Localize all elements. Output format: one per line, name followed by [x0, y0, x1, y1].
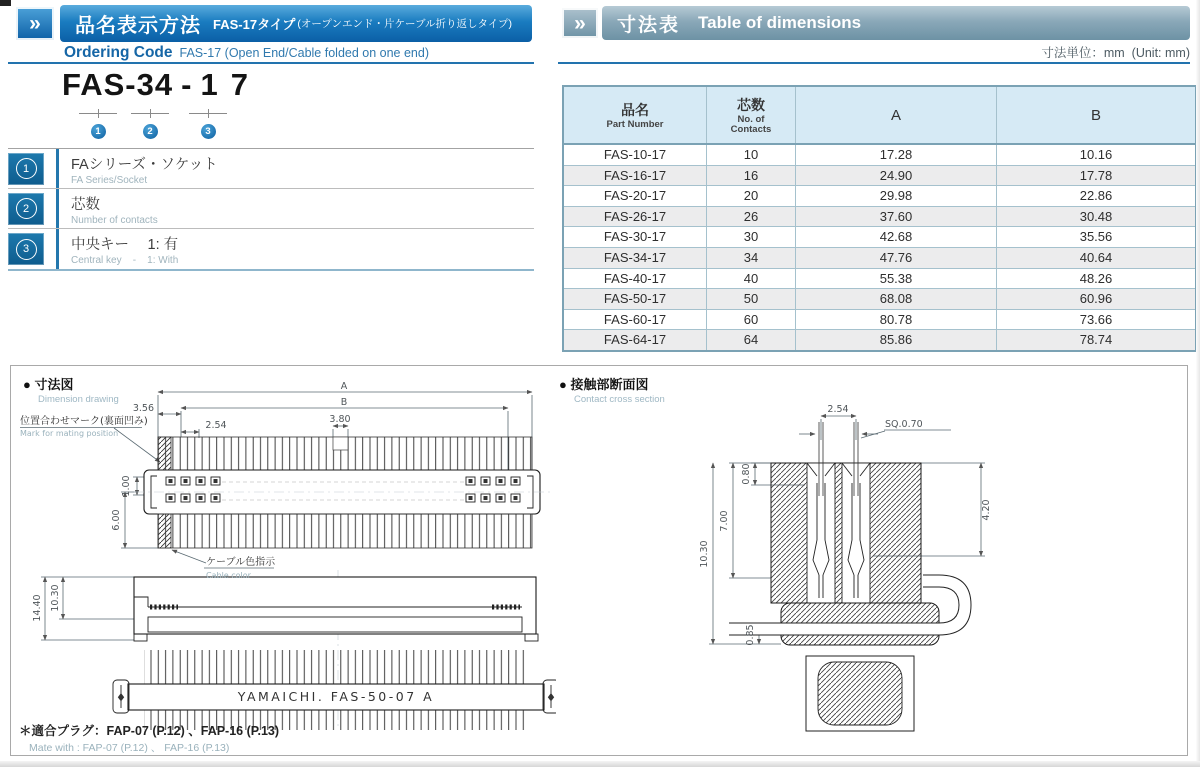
left-section-title-bar — [60, 5, 532, 42]
header-dim-b: B — [997, 86, 1197, 144]
code-segment: - — [181, 67, 193, 102]
cell-dim-b: 40.64 — [997, 247, 1197, 268]
cell-dim-a: 80.78 — [796, 309, 997, 330]
item-number-column — [8, 229, 54, 269]
item-number-badge — [8, 233, 44, 265]
dim-254-label: 2.54 — [205, 420, 227, 431]
photo-edge-right — [1196, 0, 1200, 767]
dim-1440-label: 14.40 — [32, 594, 43, 622]
item-number: 2 — [16, 198, 37, 219]
item-number: 1 — [16, 158, 37, 179]
mating-mark-label-en: Mark for mating position — [20, 429, 119, 438]
cell-part-number: FAS-10-17 — [563, 144, 707, 165]
cable-color-label-jp: ケーブル色指示 — [206, 557, 276, 568]
table-row — [563, 309, 1196, 330]
mating-plug-note — [19, 721, 279, 755]
dim-600-label: 6.00 — [111, 509, 122, 531]
item-label-en: FA Series/Socket — [71, 175, 148, 186]
right-divider-line — [558, 62, 1190, 64]
item-label-en: Central key - 1: With — [71, 255, 179, 266]
cell-dim-b: 73.66 — [997, 309, 1197, 330]
marker-tick — [131, 109, 169, 118]
item-number-column — [8, 149, 54, 188]
photo-corner-artifact — [0, 0, 11, 6]
ordering-code-caption-bold: Ordering Code — [64, 44, 173, 61]
header-dim-a: A — [796, 86, 997, 144]
mating-mark-hatch — [158, 437, 171, 470]
cell-part-number: FAS-16-17 — [563, 165, 707, 186]
ordering-code-caption — [64, 44, 429, 62]
cell-part-number: FAS-34-17 — [563, 247, 707, 268]
table-row — [563, 289, 1196, 310]
dim-1030-label: 10.30 — [50, 584, 61, 612]
cell-dim-b: 30.48 — [997, 206, 1197, 227]
cross-dim-085-label: 0.85 — [745, 624, 756, 646]
mating-mark-label-jp: 位置合わせマーク(裏面凹み) — [20, 416, 148, 427]
chevron-glyph: » — [574, 11, 586, 35]
ordering-code-caption-rest: FAS-17 (Open End/Cable folded on one end) — [179, 46, 429, 60]
code-markers — [62, 109, 282, 145]
cell-dim-a: 42.68 — [796, 227, 997, 248]
right-section-title-bar — [602, 6, 1190, 40]
header-part-number: 品名 Part Number — [563, 86, 707, 144]
chevron-icon-right — [562, 8, 598, 38]
code-segment: 1 — [200, 67, 219, 102]
top-view — [134, 437, 550, 548]
cell-dim-b: 17.78 — [997, 165, 1197, 186]
cross-section-body — [729, 422, 971, 731]
cell-contacts: 40 — [707, 268, 796, 289]
contact-cavity — [842, 463, 870, 603]
drawing-panel — [10, 365, 1188, 756]
cell-contacts: 10 — [707, 144, 796, 165]
cell-dim-a: 37.60 — [796, 206, 997, 227]
left-subtitle-paren: (オープンエンド・片ケーブル折り返しタイプ) — [297, 18, 512, 30]
table-row — [563, 330, 1196, 351]
ordering-code-text — [62, 67, 249, 103]
table-row — [563, 186, 1196, 207]
cell-part-number: FAS-40-17 — [563, 268, 707, 289]
table-row — [563, 268, 1196, 289]
marker-number-badge: 1 — [91, 124, 106, 139]
note-en: Mate with : FAP-07 (P.12) 、 FAP-16 (P.13) — [29, 742, 230, 754]
ordering-item — [8, 149, 534, 189]
cell-dim-b: 48.26 — [997, 268, 1197, 289]
note-jp: ＊適合プラグ：FAP-07 (P.12) 、FAP-16 (P.13) — [19, 724, 280, 738]
cable-color-hatch — [158, 514, 171, 548]
table-row — [563, 144, 1196, 165]
product-marking-text: YAMAICHI. FAS-50-07 A — [237, 689, 435, 704]
table-row — [563, 247, 1196, 268]
cross-dim-420-label: 4.20 — [981, 499, 992, 521]
item-text — [56, 149, 534, 188]
code-segment: 7 — [230, 67, 249, 102]
item-label-jp: FAシリーズ・ソケット — [71, 157, 218, 173]
cell-part-number: FAS-64-17 — [563, 330, 707, 351]
cable-color-label-en: Cable color — [206, 571, 251, 580]
dim-380-label: 3.80 — [329, 414, 351, 425]
item-text — [56, 189, 534, 228]
cell-dim-b: 60.96 — [997, 289, 1197, 310]
item-number: 3 — [16, 239, 37, 260]
table-row — [563, 227, 1196, 248]
cell-dim-b: 78.74 — [997, 330, 1197, 351]
ordering-item — [8, 229, 534, 271]
table-row — [563, 206, 1196, 227]
cell-contacts: 16 — [707, 165, 796, 186]
photo-edge-bottom — [0, 761, 1200, 767]
cross-dim-700-label: 7.00 — [719, 510, 730, 532]
left-title-jp: 品名表示方法 — [75, 15, 201, 37]
unit-note: 寸法単位：mm (Unit: mm) — [1041, 46, 1190, 60]
cross-dim-254-label: 2.54 — [827, 404, 849, 415]
cell-contacts: 26 — [707, 206, 796, 227]
ordering-item — [8, 189, 534, 229]
chevron-glyph: » — [29, 12, 41, 35]
dim-100-label: 1.00 — [121, 475, 132, 497]
item-label-jp: 芯数 — [71, 197, 100, 213]
left-subtitle-type: FAS-17タイプ — [213, 17, 296, 32]
item-text — [56, 229, 534, 269]
code-segment: FAS-34 — [62, 67, 174, 102]
cross-dim-1030-label: 10.30 — [699, 540, 710, 568]
right-title-jp: 寸法表 — [617, 14, 681, 36]
right-title-en: Table of dimensions — [698, 13, 862, 32]
side-view — [134, 577, 538, 641]
cell-dim-a: 85.86 — [796, 330, 997, 351]
dim-a-label: A — [340, 382, 348, 392]
cell-dim-b: 35.56 — [997, 227, 1197, 248]
cell-dim-a: 24.90 — [796, 165, 997, 186]
code-marker — [188, 109, 228, 139]
cell-part-number: FAS-20-17 — [563, 186, 707, 207]
cell-contacts: 34 — [707, 247, 796, 268]
cell-dim-a: 47.76 — [796, 247, 997, 268]
code-marker — [130, 109, 170, 139]
cell-dim-a: 55.38 — [796, 268, 997, 289]
marker-tick — [79, 109, 117, 118]
top-view-drawing — [16, 382, 556, 732]
header-contacts: 芯数 No. of Contacts — [707, 86, 796, 144]
cell-part-number: FAS-26-17 — [563, 206, 707, 227]
cell-contacts: 60 — [707, 309, 796, 330]
marker-tick — [189, 109, 227, 118]
strain-relief-inner — [818, 662, 902, 725]
cell-part-number: FAS-50-17 — [563, 289, 707, 310]
table-row — [563, 165, 1196, 186]
cell-dim-a: 17.28 — [796, 144, 997, 165]
cell-contacts: 30 — [707, 227, 796, 248]
cell-dim-b: 10.16 — [997, 144, 1197, 165]
cell-dim-a: 68.08 — [796, 289, 997, 310]
marker-number-badge: 2 — [143, 124, 158, 139]
contact-cavity — [807, 463, 835, 603]
marker-number-badge: 3 — [201, 124, 216, 139]
cell-dim-b: 22.86 — [997, 186, 1197, 207]
ordering-breakdown-list — [8, 148, 534, 271]
item-number-badge — [8, 193, 44, 225]
chevron-icon-left — [16, 7, 54, 40]
table-header — [563, 86, 1196, 144]
item-label-jp: 中央キー 1: 有 — [71, 237, 179, 253]
cross-dim-sq-label: SQ.0.70 — [885, 419, 923, 430]
left-divider-line — [8, 62, 534, 64]
center-notch — [333, 437, 348, 450]
cross-section-title: ● 接触部断面図 Contact cross section — [559, 377, 665, 405]
dimension-drawing-title: ● 寸法図 Dimension drawing — [23, 377, 119, 405]
cross-section-drawing — [671, 388, 1011, 748]
item-label-en: Number of contacts — [71, 215, 158, 226]
dimensions-table — [562, 85, 1197, 352]
dim-356-label: 3.56 — [132, 403, 154, 414]
code-marker — [78, 109, 118, 139]
cell-part-number: FAS-30-17 — [563, 227, 707, 248]
cell-contacts: 20 — [707, 186, 796, 207]
cross-dim-080-label: 0.80 — [741, 463, 752, 485]
cell-dim-a: 29.98 — [796, 186, 997, 207]
table-body — [563, 144, 1196, 351]
cell-contacts: 64 — [707, 330, 796, 351]
item-number-column — [8, 189, 54, 228]
dim-b-label: B — [340, 397, 348, 408]
item-number-badge — [8, 153, 44, 185]
cell-part-number: FAS-60-17 — [563, 309, 707, 330]
cell-contacts: 50 — [707, 289, 796, 310]
